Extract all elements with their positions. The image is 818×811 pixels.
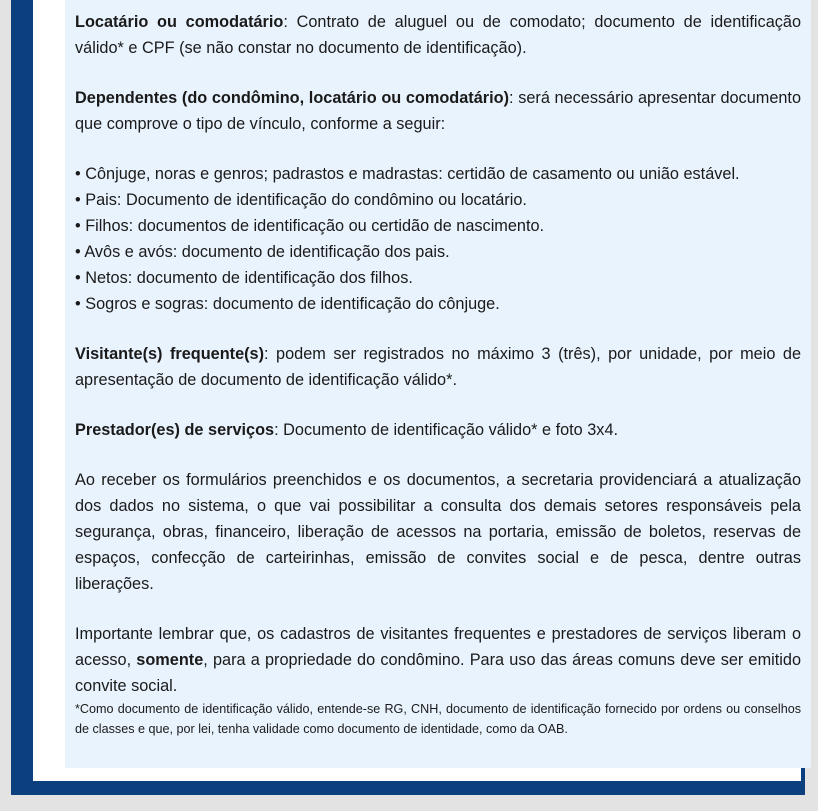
secretaria-paragraph: Ao receber os formulários preenchidos e os documentos, a secretaria providenciará a atualização dos dados no sistema, o que vai possibilitar a consulta dos demais setores responsáveis pela segurança, obras, financeiro, liberação de acessos na portaria, emissão de boletos, reservas de espaços, confecção de carteirinhas, emissão de convites social e de pesca, dentre outras liberações. (75, 471, 801, 593)
dependentes-title: Dependentes (do condômino, locatário ou comodatário) (75, 89, 510, 107)
prestadores-title: Prestador(es) de serviços (75, 421, 275, 439)
dependentes-paragraph (75, 85, 801, 137)
prestadores-text: : Documento de identificação válido* e foto 3x4. (274, 421, 619, 439)
list-item: • Avôs e avós: documento de identificação dos pais. (75, 243, 450, 261)
importante-text-end: , para a propriedade do condômino. Para uso das áreas comuns deve ser emitido convite social. (75, 651, 801, 695)
info-panel (65, 0, 811, 768)
visitantes-paragraph (75, 341, 801, 393)
visitantes-title: Visitante(s) frequente(s) (75, 345, 265, 363)
locatario-paragraph (75, 9, 801, 61)
locatario-title: Locatário ou comodatário (75, 13, 284, 31)
importante-text-start: Importante lembrar que, os cadastros de visitantes frequentes e prestadores de serviços liberam o acesso, (75, 625, 801, 669)
locatario-text: : Contrato de aluguel ou de comodato; documento de identificação válido* e CPF (se não constar no documento de identificação). (75, 13, 801, 57)
dependentes-list (75, 161, 801, 317)
list-item: • Cônjuge, noras e genros; padrastos e madrastas: certidão de casamento ou união estável. (75, 165, 740, 183)
dependentes-text: : será necessário apresentar documento que comprove o tipo de vínculo, conforme a seguir: (75, 89, 802, 133)
blue-frame (11, 0, 805, 795)
footnote: *Como documento de identificação válido, entende-se RG, CNH, documento de identificação fornecido por ordens ou conselhos de classes e que, por lei, tenha validade como documento de identidade, como da OAB. (75, 702, 801, 736)
white-inner-border (33, 0, 801, 781)
importante-emphasis: somente (136, 651, 204, 669)
importante-paragraph (75, 621, 801, 699)
list-item: • Filhos: documentos de identificação ou certidão de nascimento. (75, 217, 545, 235)
list-item: • Netos: documento de identificação dos filhos. (75, 269, 413, 287)
prestadores-paragraph (75, 417, 801, 443)
visitantes-text: : podem ser registrados no máximo 3 (três), por unidade, por meio de apresentação de documento de identificação válido*. (75, 345, 801, 389)
list-item: • Sogros e sogras: documento de identificação do cônjuge. (75, 295, 500, 313)
list-item: • Pais: Documento de identificação do condômino ou locatário. (75, 191, 527, 209)
